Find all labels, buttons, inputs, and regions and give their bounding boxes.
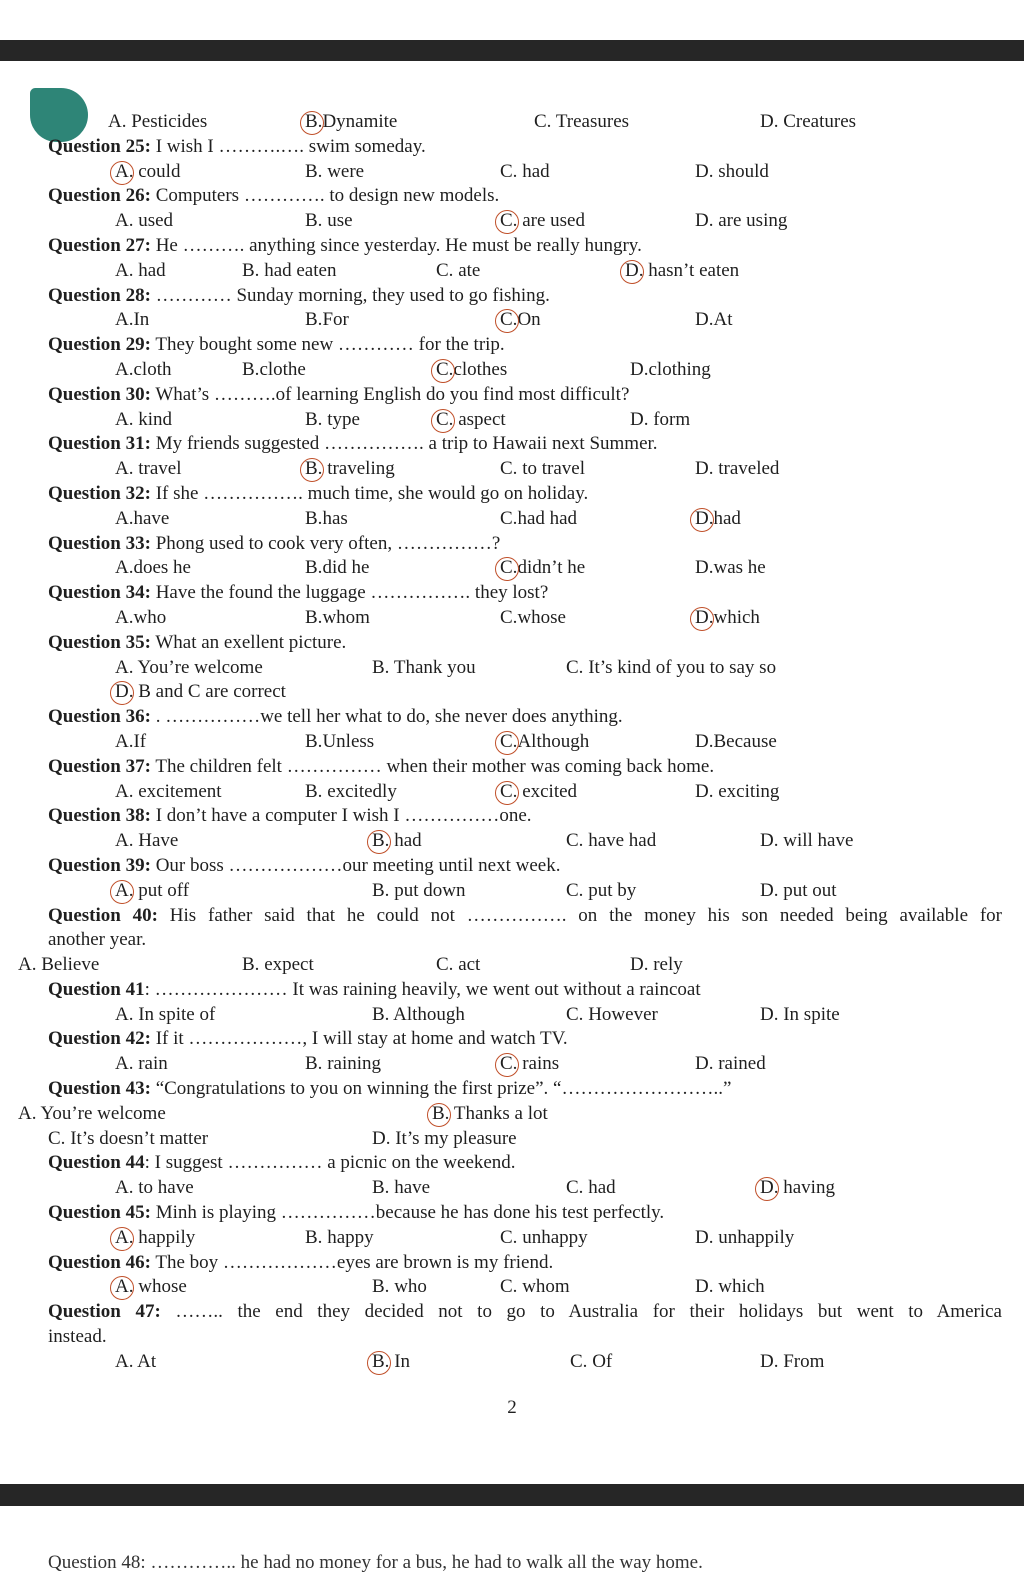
option-d: D. form — [630, 408, 691, 430]
option-d: D.had — [695, 507, 741, 532]
option-c: C.whose — [500, 606, 566, 628]
option-d: D.clothing — [630, 358, 711, 380]
question-number: Question 40: — [48, 904, 158, 926]
question-number: Question 38: — [48, 805, 151, 827]
option-a: A.does he — [115, 557, 191, 579]
option-a: A. whose — [115, 1275, 187, 1300]
question-number: Question 43: — [48, 1078, 151, 1100]
question-text: He ………. anything since yesterday. He must be really hungry. — [150, 234, 642, 256]
option-c: C. to travel — [500, 458, 585, 480]
options-line — [0, 1226, 1024, 1251]
question-page — [0, 110, 1024, 1375]
question-line — [0, 705, 1024, 730]
option-d: D. From — [760, 1350, 825, 1372]
options-line — [0, 656, 1024, 681]
next-page-fragment: Question 48: ………….. he had no money for a bus, he had to walk all the way home. — [48, 1552, 703, 1573]
option-b: B.For — [305, 309, 349, 331]
option-a: A. used — [115, 210, 174, 232]
question-text: If it ………………, I will stay at home and watch TV. — [150, 1028, 568, 1050]
option-c: C. rains — [500, 1052, 559, 1077]
question-line — [0, 1027, 1024, 1052]
question-text: What’s ……….of learning English do you find most difficult? — [150, 383, 630, 405]
option-c: C. had — [500, 160, 550, 182]
question-text: My friends suggested ……………. a trip to Hawaii next Summer. — [150, 433, 658, 455]
option-c: C.clothes — [436, 358, 507, 383]
options-line — [0, 829, 1024, 854]
options-line — [0, 1127, 1024, 1152]
option-c: C. had — [566, 1177, 616, 1199]
question-line — [0, 333, 1024, 358]
question-number: Question 42: — [48, 1028, 151, 1050]
option-b: B. happy — [305, 1226, 374, 1248]
question-line-cont: instead. — [48, 1326, 107, 1348]
options-line — [0, 953, 1024, 978]
option-b: B. had — [372, 829, 422, 854]
options-line — [0, 780, 1024, 805]
question-text: They bought some new ………… for the trip. — [150, 334, 505, 356]
option-c: C. It’s kind of you to say so — [566, 656, 777, 678]
question-text: If she ……………. much time, she would go on holiday. — [150, 482, 589, 504]
option-d: D. rely — [630, 954, 683, 976]
question-text: I don’t have a computer I wish I ……………one. — [150, 805, 532, 827]
question-number: Question 29: — [48, 334, 151, 356]
question-text: The boy ………………eyes are brown is my friend. — [150, 1251, 554, 1273]
option-c: C. put by — [566, 879, 637, 901]
options-line — [0, 556, 1024, 581]
question-number: Question 37: — [48, 755, 151, 777]
options-line — [0, 1052, 1024, 1077]
option-c: C.had had — [500, 507, 578, 529]
question-line — [0, 978, 1024, 1003]
option-d: D. Creatures — [760, 111, 857, 132]
option-d: D. will have — [760, 830, 854, 852]
question-text: Phong used to cook very often, ……………? — [150, 532, 501, 554]
option-c: C. aspect — [436, 408, 506, 433]
option-b: B. were — [305, 160, 365, 182]
options-line — [0, 1003, 1024, 1028]
option-b: B. traveling — [305, 457, 395, 482]
option-b: B. In — [372, 1350, 410, 1375]
option-c: C. unhappy — [500, 1226, 588, 1248]
option-a: A. could — [115, 160, 180, 185]
option-c: C. It’s doesn’t matter — [48, 1127, 209, 1149]
option-c: C. are used — [500, 209, 585, 234]
question-line — [0, 804, 1024, 829]
options-line — [0, 1176, 1024, 1201]
question-line — [0, 532, 1024, 557]
question-text: Minh is playing ……………because he has done his test perfectly. — [150, 1202, 665, 1224]
question-line — [0, 482, 1024, 507]
option-b: B. Thanks a lot — [432, 1102, 548, 1127]
question-number: Question 35: — [48, 631, 151, 653]
question-text: I wish I ……….…. swim someday. — [150, 135, 426, 157]
option-a: A. travel — [115, 458, 182, 480]
option-b: B. type — [305, 408, 360, 430]
option-d: D. should — [695, 160, 769, 182]
options-line — [0, 1275, 1024, 1300]
option-d: D.which — [695, 606, 760, 631]
option-b: B. put down — [372, 879, 466, 901]
option-c: C. excited — [500, 780, 577, 805]
option-b: B. Thank you — [372, 656, 476, 678]
option-a: A. In spite of — [115, 1003, 216, 1025]
option-a: A.who — [115, 606, 167, 628]
question-number: Question 41 — [48, 978, 145, 1000]
option-c: C. Treasures — [534, 111, 630, 132]
option-a: A. Have — [115, 830, 179, 852]
question-line — [0, 432, 1024, 457]
question-line — [0, 755, 1024, 780]
question-line — [0, 904, 1024, 929]
question-text: : I suggest …………… a picnic on the weekend. — [144, 1152, 516, 1174]
option-d: D. exciting — [695, 780, 780, 802]
option-d: D. traveled — [695, 458, 780, 480]
option-b: B.Dynamite — [305, 110, 397, 135]
options-line — [0, 259, 1024, 284]
question-line — [0, 234, 1024, 259]
question-line — [0, 1201, 1024, 1226]
option-a: A. happily — [115, 1226, 195, 1251]
question-line — [0, 1151, 1024, 1176]
option-a: A. At — [115, 1350, 157, 1372]
question-number: Question 39: — [48, 854, 151, 876]
option-d: D.At — [695, 309, 733, 331]
question-line — [0, 581, 1024, 606]
option-b: B. raining — [305, 1053, 382, 1075]
question-line — [0, 1077, 1024, 1102]
option-a: A. kind — [115, 408, 173, 430]
question-number: Question 27: — [48, 234, 151, 256]
question-line — [0, 135, 1024, 160]
option-d: D.Because — [695, 730, 777, 752]
option-b: B. use — [305, 210, 353, 232]
option-d: D. put out — [760, 879, 837, 901]
option-d: D. B and C are correct — [115, 680, 286, 705]
option-a: A. Pesticides — [108, 111, 208, 132]
question-text: Computers …………. to design new models. — [150, 185, 500, 207]
question-number: Question 46: — [48, 1251, 151, 1273]
options-line — [0, 507, 1024, 532]
question-line — [0, 1300, 1024, 1325]
option-b: B. Although — [372, 1003, 465, 1025]
option-d: D. hasn’t eaten — [625, 259, 739, 284]
question-number: Question 28: — [48, 284, 151, 306]
option-c: C. whom — [500, 1276, 570, 1298]
option-c: C.didn’t he — [500, 556, 585, 581]
question-number: Question 32: — [48, 482, 151, 504]
question-number: Question 25: — [48, 135, 151, 157]
option-a: A. You’re welcome — [18, 1102, 166, 1124]
question-text: What an exellent picture. — [150, 631, 347, 653]
question-text: His father said that he could not ……………. on the money his son needed being available for — [158, 904, 1002, 926]
options-line — [0, 457, 1024, 482]
option-d: D. rained — [695, 1053, 766, 1075]
options-line — [0, 408, 1024, 433]
question-number: Question 26: — [48, 185, 151, 207]
option-c: C. However — [566, 1003, 658, 1025]
options-line — [0, 209, 1024, 234]
option-c: C. Of — [570, 1350, 613, 1372]
option-a: A. You’re welcome — [115, 656, 263, 678]
question-number: Question 45: — [48, 1202, 151, 1224]
options-line — [0, 606, 1024, 631]
question-number: Question 44 — [48, 1152, 145, 1174]
options-line — [0, 730, 1024, 755]
option-a: A.In — [115, 309, 150, 331]
question-line-cont: another year. — [48, 929, 147, 951]
question-line — [0, 631, 1024, 656]
option-b: B. who — [372, 1276, 427, 1298]
options-line — [0, 680, 1024, 705]
option-c: C.On — [500, 308, 541, 333]
question-line — [0, 284, 1024, 309]
question-number: Question 30: — [48, 383, 151, 405]
question-number: Question 33: — [48, 532, 151, 554]
question-number: Question 31: — [48, 433, 151, 455]
option-b: B.Unless — [305, 730, 375, 752]
options-line — [0, 1102, 1024, 1127]
question-line — [0, 383, 1024, 408]
option-c: C.Although — [500, 730, 589, 755]
question-text: Our boss ………………our meeting until next week. — [150, 854, 561, 876]
option-a: A. had — [115, 259, 166, 281]
option-d: D. are using — [695, 210, 788, 232]
bottom-bar — [0, 1484, 1024, 1506]
option-d: D. unhappily — [695, 1226, 795, 1248]
question-text: The children felt …………… when their mother was coming back home. — [150, 755, 715, 777]
option-a: A. rain — [115, 1053, 168, 1075]
question-number: Question 36: — [48, 706, 151, 728]
question-line — [0, 1251, 1024, 1276]
question-text: “Congratulations to you on winning the first prize”. “……………………..” — [150, 1078, 732, 1100]
option-a: A. to have — [115, 1177, 194, 1199]
options-line — [0, 160, 1024, 185]
question-number: Question 47: — [48, 1301, 161, 1323]
option-b: B.did he — [305, 557, 370, 579]
option-b: B.whom — [305, 606, 370, 628]
question-text: Have the found the luggage ……………. they lost? — [150, 582, 549, 604]
option-b: B. had eaten — [242, 259, 337, 281]
question-text: …….. the end they decided not to go to Australia for their holidays but went to America — [160, 1301, 1002, 1323]
option-b: B.has — [305, 507, 348, 529]
option-c: C. have had — [566, 830, 657, 852]
option-c: C. ate — [436, 259, 481, 281]
option-a: A. excitement — [115, 780, 222, 802]
option-b: B. excitedly — [305, 780, 397, 802]
option-d: D. which — [695, 1276, 765, 1298]
option-d: D. It’s my pleasure — [372, 1127, 517, 1149]
option-a: A.cloth — [115, 358, 172, 380]
option-b: B.clothe — [242, 358, 306, 380]
question-text: : ………………… It was raining heavily, we went out without a raincoat — [144, 978, 701, 1000]
question-text: ………… Sunday morning, they used to go fishing. — [150, 284, 550, 306]
option-a: A. Believe — [18, 954, 100, 976]
page-number: 2 — [507, 1397, 517, 1418]
option-c: C. act — [436, 954, 481, 976]
question-number: Question 34: — [48, 582, 151, 604]
top-bar — [0, 40, 1024, 61]
option-b: B. expect — [242, 954, 314, 976]
option-d: D. In spite — [760, 1003, 840, 1025]
options-line — [0, 308, 1024, 333]
options-line — [0, 358, 1024, 383]
option-d: D. having — [760, 1176, 835, 1201]
option-b: B. have — [372, 1177, 431, 1199]
question-line — [0, 184, 1024, 209]
question-line — [0, 854, 1024, 879]
options-line — [0, 1350, 1024, 1375]
option-a: A. put off — [115, 879, 189, 904]
option-d: D.was he — [695, 557, 766, 579]
question-text: . ……………we tell her what to do, she never does anything. — [150, 706, 623, 728]
option-a: A.have — [115, 507, 170, 529]
q24-options — [0, 110, 1024, 135]
option-a: A.If — [115, 730, 147, 752]
options-line — [0, 879, 1024, 904]
